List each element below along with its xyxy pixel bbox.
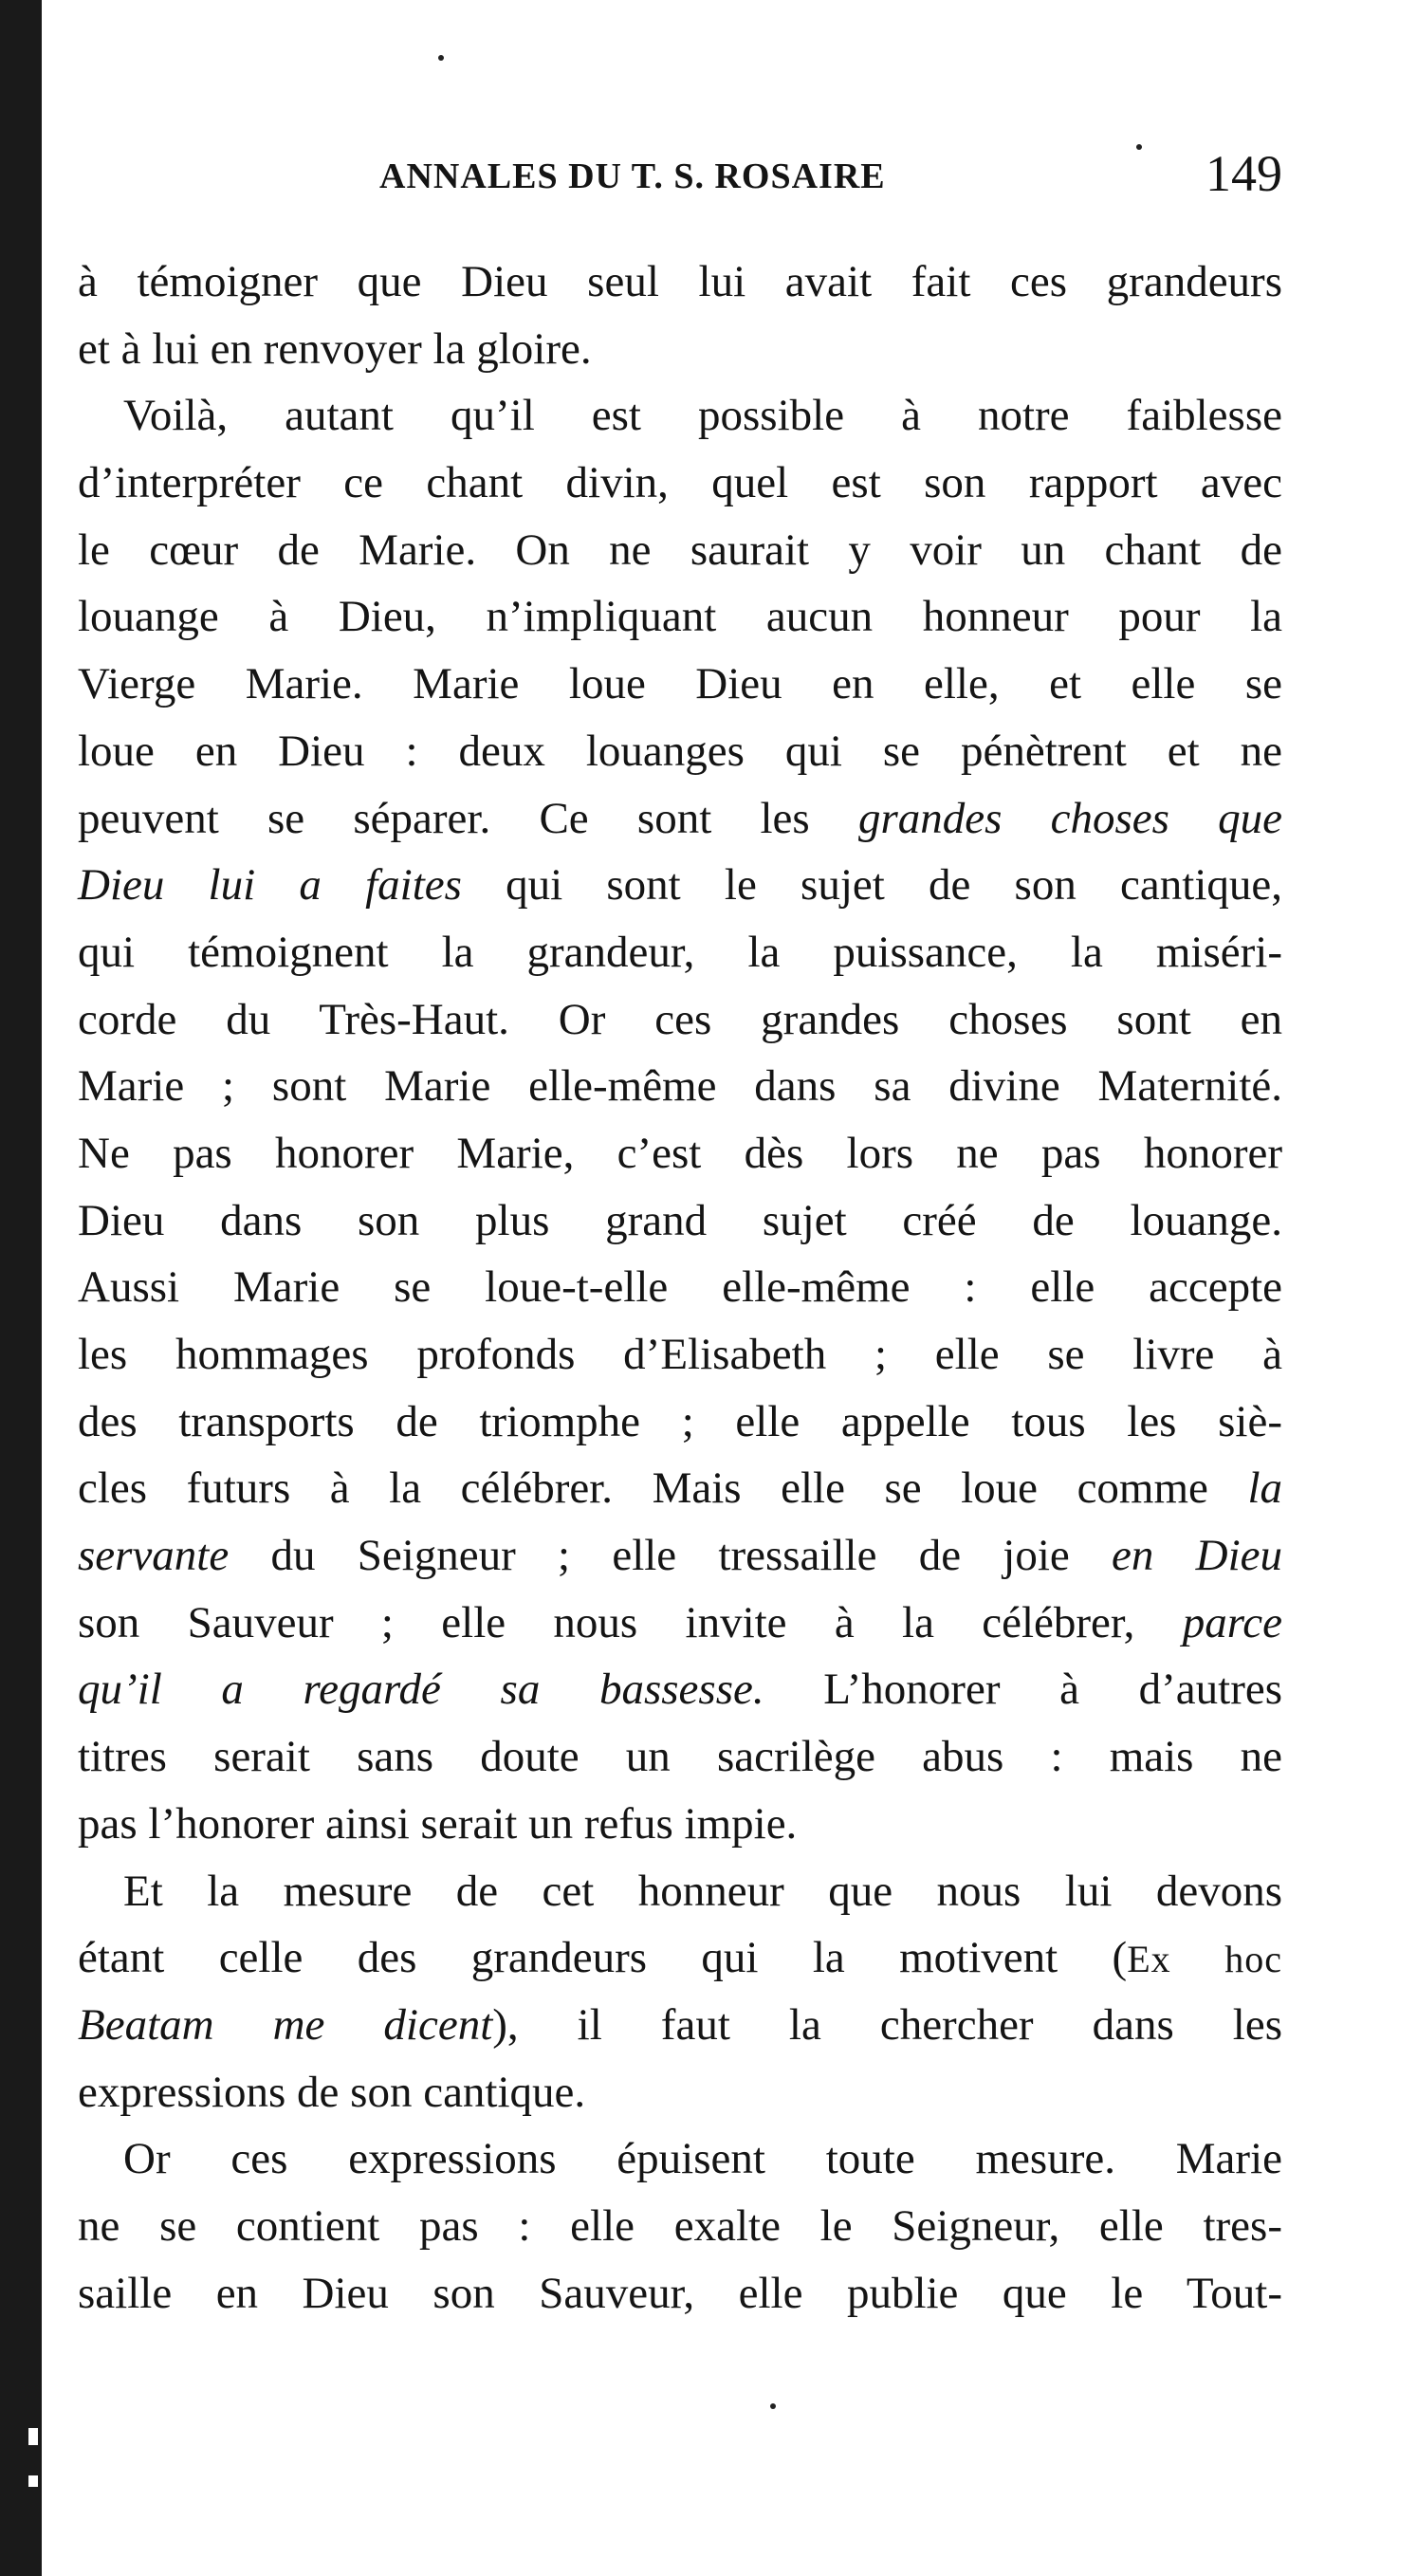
text-segment: Voilà, autant qu’il est possible à notre faiblesse — [123, 391, 1282, 441]
body-text — [78, 248, 1282, 2327]
text-segment: les hommages profonds d’Elisabeth ; elle se livre à — [78, 1330, 1282, 1379]
text-line — [78, 852, 1282, 919]
text-segment: ), il faut la chercher dans les — [492, 1999, 1282, 2050]
text-line — [78, 2193, 1282, 2260]
text-line — [78, 1791, 1282, 1858]
text-line — [78, 1858, 1282, 1925]
italic-text-segment: qu’il a regardé sa bassesse. — [78, 1665, 764, 1715]
text-line — [78, 1187, 1282, 1255]
italic-text-segment: parce — [1182, 1597, 1282, 1647]
text-segment: Dieu dans son plus grand sujet créé de louange. — [78, 1195, 1282, 1245]
text-line — [78, 919, 1282, 986]
text-line — [78, 1924, 1282, 1992]
text-line — [78, 785, 1282, 853]
text-segment: Or ces expressions épuisent toute mesure. Marie — [123, 2134, 1282, 2184]
text-line — [78, 651, 1282, 718]
text-line — [78, 316, 1282, 383]
text-segment: qui sont le sujet de son cantique, — [461, 860, 1282, 911]
italic-text-segment: Beatam me dicent — [78, 1999, 493, 2050]
text-line — [78, 1522, 1282, 1590]
page-header — [379, 144, 1282, 211]
text-segment: Aussi Marie se loue-t-elle elle-même : elle accepte — [78, 1262, 1282, 1313]
text-segment: L’honorer à d’autres — [764, 1665, 1282, 1715]
text-segment: titres serait sans doute un sacrilège abus : mais ne — [78, 1732, 1282, 1782]
text-segment: expressions de son cantique. — [78, 2067, 586, 2117]
text-segment: Vierge Marie. Marie loue Dieu en elle, et elle se — [78, 659, 1282, 709]
text-segment: cles futurs à la célébrer. Mais elle se loue comme — [78, 1463, 1248, 1514]
text-line — [78, 248, 1282, 316]
text-segment: ne se contient pas : elle exalte le Seigneur, elle tres- — [78, 2200, 1282, 2251]
text-line — [78, 1992, 1282, 2059]
text-segment: loue en Dieu : deux louanges qui se pénètrent et ne — [78, 726, 1282, 776]
text-line — [78, 2260, 1282, 2328]
text-segment: Et la mesure de cet honneur que nous lui devons — [123, 1866, 1282, 1916]
text-segment: à témoigner que Dieu seul lui avait fait ces grandeurs — [78, 257, 1282, 306]
text-line — [78, 1053, 1282, 1120]
ink-speck — [438, 55, 444, 61]
text-segment: louange à Dieu, n’impliquant aucun honneur pour la — [78, 592, 1282, 642]
page-number: 149 — [1205, 145, 1282, 202]
text-segment: saille en Dieu son Sauveur, elle publie que le Tout- — [78, 2268, 1282, 2318]
text-line — [78, 2125, 1282, 2193]
italic-text-segment: Dieu lui a faites — [78, 860, 462, 911]
text-line — [78, 986, 1282, 1054]
text-segment: des transports de triomphe ; elle appelle tous les siè- — [78, 1396, 1282, 1446]
text-segment: Marie ; sont Marie elle-même dans sa divine Maternité. — [78, 1061, 1282, 1112]
text-segment: corde du Très-Haut. Or ces grandes choses sont en — [78, 994, 1282, 1044]
binding-notch — [28, 2428, 38, 2445]
text-line — [78, 1321, 1282, 1389]
italic-text-segment: grandes choses que — [857, 793, 1283, 843]
text-line — [78, 1455, 1282, 1522]
italic-text-segment: en Dieu — [1112, 1531, 1282, 1581]
running-title: ANNALES DU T. S. ROSAIRE — [379, 156, 886, 196]
text-line — [78, 382, 1282, 450]
text-segment: son Sauveur ; elle nous invite à la célébrer, — [78, 1597, 1183, 1647]
text-line — [78, 517, 1282, 584]
text-line — [78, 1389, 1282, 1456]
binding-notch — [28, 2475, 38, 2487]
text-segment: d’interpréter ce chant divin, quel est son rapport avec — [78, 458, 1282, 508]
text-segment: peuvent se séparer. Ce sont les — [78, 793, 858, 843]
text-segment: du Seigneur ; elle tressaille de joie — [229, 1531, 1113, 1581]
text-line — [78, 2059, 1282, 2126]
text-line — [78, 450, 1282, 517]
text-segment: et à lui en renvoyer la gloire. — [78, 323, 592, 374]
text-segment: Ne pas honorer Marie, c’est dès lors ne pas honorer — [78, 1128, 1282, 1178]
text-segment: étant celle des grandeurs qui la motivent ( — [78, 1933, 1128, 1983]
ink-speck — [770, 2403, 776, 2409]
text-segment: le cœur de Marie. On ne saurait y voir un chant de — [78, 524, 1282, 575]
text-segment: qui témoignent la grandeur, la puissance, la miséri- — [78, 927, 1282, 977]
text-segment: pas l’honorer ainsi serait un refus impie. — [78, 1798, 798, 1849]
binding-edge — [0, 0, 42, 2576]
small-caps-text-segment: Ex hoc — [1127, 1938, 1282, 1981]
text-line — [78, 1723, 1282, 1791]
text-line — [78, 583, 1282, 651]
italic-text-segment: servante — [78, 1531, 230, 1581]
italic-text-segment: la — [1247, 1463, 1282, 1514]
text-line — [78, 1120, 1282, 1187]
text-line — [78, 718, 1282, 785]
text-line — [78, 1590, 1282, 1657]
text-line — [78, 1254, 1282, 1321]
text-line — [78, 1656, 1282, 1723]
